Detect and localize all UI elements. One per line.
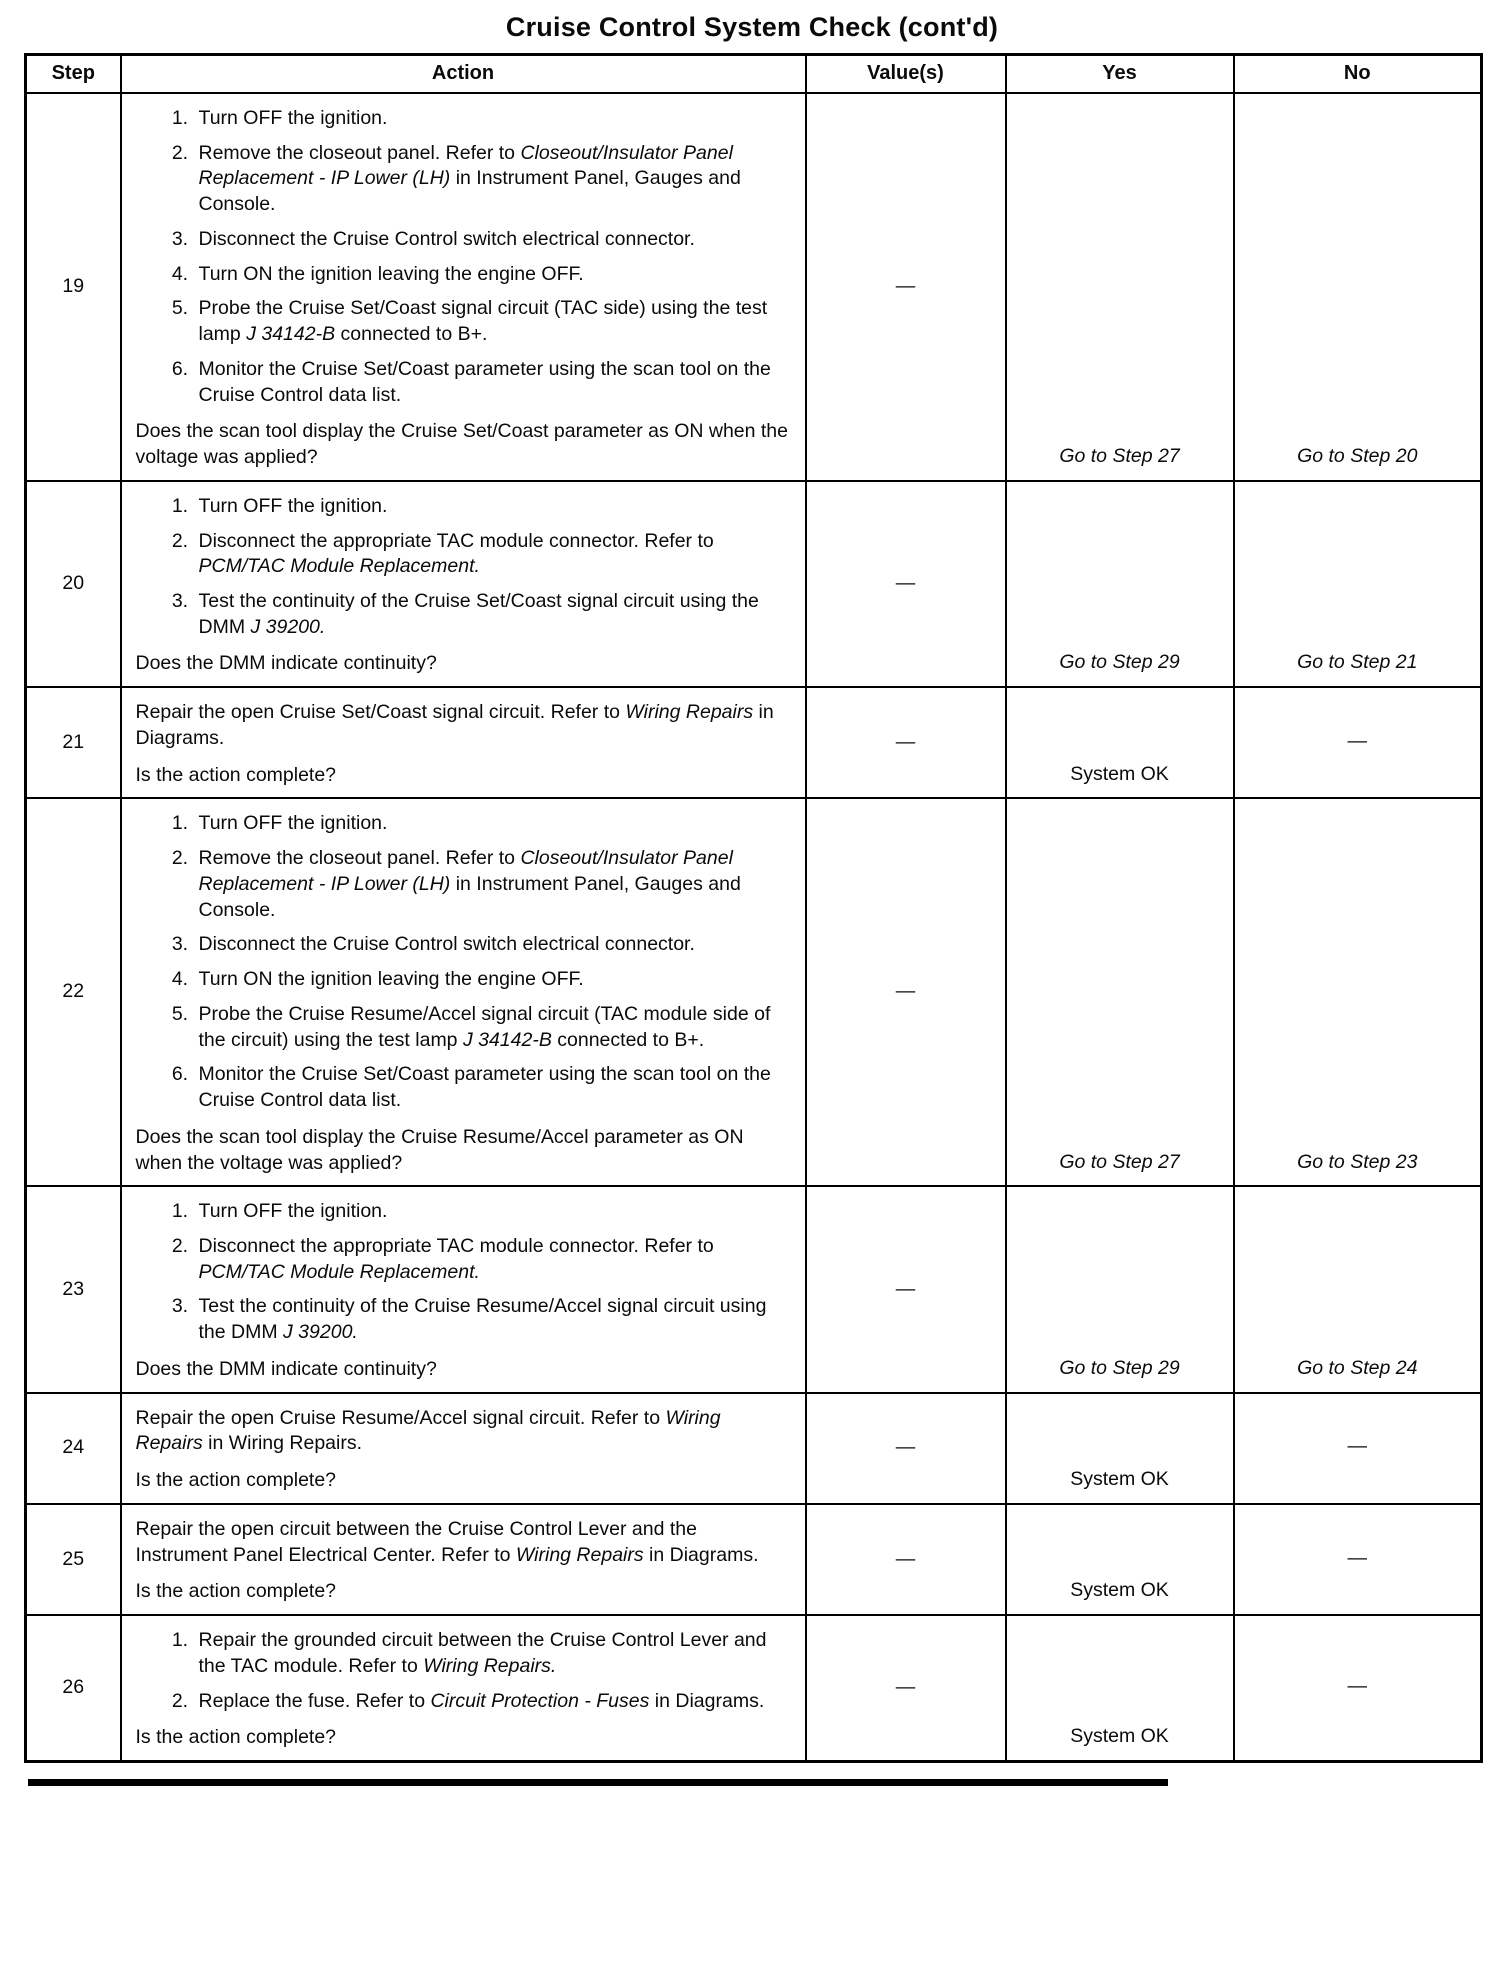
action-text-segment: Disconnect the Cruise Control switch electrical connector.	[198, 227, 695, 250]
action-cell	[121, 1186, 806, 1392]
action-item	[194, 1002, 791, 1053]
value-cell: —	[806, 481, 1006, 687]
no-cell: —	[1234, 1615, 1482, 1761]
action-text-segment: in Instrument Panel, Gauges and Console.	[198, 167, 741, 216]
action-text-segment: Turn OFF the ignition.	[198, 494, 388, 517]
action-item	[194, 932, 791, 958]
action-text-segment: Monitor the Cruise Set/Coast parameter using the scan tool on the Cruise Control data list.	[198, 1063, 771, 1112]
value-cell: —	[806, 687, 1006, 798]
action-text-segment: Repair the open Cruise Resume/Accel signal circuit. Refer to	[135, 1406, 666, 1429]
table-body	[26, 93, 1482, 1761]
action-item	[194, 1062, 791, 1113]
step-cell: 22	[26, 798, 121, 1186]
action-text-segment: Turn OFF the ignition.	[198, 107, 388, 129]
yes-cell: System OK	[1006, 1393, 1234, 1504]
action-item	[194, 262, 791, 288]
action-item	[194, 106, 791, 132]
action-text-segment: Probe the Cruise Set/Coast signal circuit (TAC side) using the test lamp	[198, 297, 768, 346]
action-text-segment: connected to B+.	[335, 323, 488, 346]
reference-text: Wiring Repairs	[135, 1406, 721, 1455]
step-cell: 24	[26, 1393, 121, 1504]
action-text-segment: Repair the grounded circuit between the Cruise Control Lever and the TAC module. Refer to	[198, 1629, 767, 1677]
page-title: Cruise Control System Check (cont'd)	[505, 12, 999, 42]
value-cell: —	[806, 93, 1006, 481]
yes-cell: System OK	[1006, 1615, 1234, 1761]
action-list	[136, 1628, 791, 1714]
diagnostic-table	[24, 53, 1483, 1763]
header-yes: Yes	[1006, 55, 1234, 94]
action-text-segment: Disconnect the appropriate TAC module connector. Refer to	[198, 1234, 714, 1257]
reference-text: Closeout/Insulator Panel Replacement - IP Lower (LH)	[198, 847, 733, 895]
no-cell: —	[1234, 687, 1482, 798]
action-item	[194, 529, 791, 580]
no-cell: Go to Step 21	[1234, 481, 1482, 687]
question-text: Is the action complete?	[135, 1580, 337, 1603]
action-cell	[121, 798, 806, 1186]
header-values: Value(s)	[806, 55, 1006, 94]
table-row	[26, 687, 1482, 798]
action-item	[194, 357, 791, 408]
action-text-segment: Remove the closeout panel. Refer to	[198, 141, 521, 164]
action-item	[194, 1628, 791, 1679]
action-text-segment: Test the continuity of the Cruise Resume/Accel signal circuit using the DMM	[198, 1295, 767, 1344]
action-item	[194, 1294, 791, 1345]
step-cell: 20	[26, 481, 121, 687]
table-header	[26, 55, 1482, 94]
reference-text: PCM/TAC Module Replacement.	[198, 1260, 480, 1283]
table-row	[26, 1504, 1482, 1615]
question-text: Does the scan tool display the Cruise Set/Coast parameter as ON when the voltage was applied?	[135, 420, 788, 469]
value-cell: —	[806, 1504, 1006, 1615]
yes-cell: System OK	[1006, 1504, 1234, 1615]
step-cell: 25	[26, 1504, 121, 1615]
no-cell: Go to Step 20	[1234, 93, 1482, 481]
action-list	[136, 494, 791, 641]
action-text-segment: Remove the closeout panel. Refer to	[198, 847, 521, 870]
action-cell	[121, 687, 806, 798]
table-row	[26, 1393, 1482, 1504]
action-cell	[121, 1393, 806, 1504]
reference-text: Circuit Protection - Fuses	[430, 1689, 650, 1712]
action-item	[194, 846, 791, 923]
step-cell: 21	[26, 687, 121, 798]
reference-text: Wiring Repairs	[625, 701, 754, 724]
action-text-segment: in Diagrams.	[135, 701, 774, 749]
reference-text: PCM/TAC Module Replacement.	[198, 555, 480, 578]
reference-text: Closeout/Insulator Panel Replacement - IP Lower (LH)	[198, 141, 733, 190]
action-item	[194, 811, 791, 837]
action-text-segment: in Instrument Panel, Gauges and Console.	[198, 872, 741, 921]
value-cell: —	[806, 1393, 1006, 1504]
action-text-segment: Probe the Cruise Resume/Accel signal circuit (TAC module side of the circuit) using the test lamp	[198, 1002, 771, 1051]
question-text: Is the action complete?	[135, 1469, 337, 1492]
header-no: No	[1234, 55, 1482, 94]
question-text: Is the action complete?	[135, 1726, 337, 1749]
action-cell	[121, 93, 806, 481]
value-cell: —	[806, 798, 1006, 1186]
yes-cell: Go to Step 27	[1006, 798, 1234, 1186]
step-cell: 23	[26, 1186, 121, 1392]
reference-text: J 39200.	[250, 615, 326, 638]
yes-cell: Go to Step 29	[1006, 481, 1234, 687]
action-item	[194, 967, 791, 993]
no-cell: —	[1234, 1393, 1482, 1504]
action-item	[194, 227, 791, 253]
table-row	[26, 481, 1482, 687]
question-text: Does the DMM indicate continuity?	[135, 652, 437, 675]
action-text-segment: Replace the fuse. Refer to	[198, 1689, 431, 1712]
action-text-segment: Disconnect the appropriate TAC module connector. Refer to	[198, 529, 714, 552]
action-item	[194, 1234, 791, 1285]
question-text: Does the scan tool display the Cruise Resume/Accel parameter as ON when the voltage was applied?	[135, 1125, 744, 1174]
value-cell: —	[806, 1615, 1006, 1761]
action-text-segment: Turn OFF the ignition.	[198, 812, 388, 835]
action-text-segment: in Diagrams.	[643, 1543, 759, 1566]
header-step: Step	[26, 55, 121, 94]
action-list	[136, 811, 791, 1113]
reference-text: J 39200.	[283, 1321, 358, 1344]
action-text	[136, 700, 791, 751]
step-cell: 19	[26, 93, 121, 481]
header-action: Action	[121, 55, 806, 94]
action-list	[136, 1199, 791, 1346]
yes-cell: System OK	[1006, 687, 1234, 798]
reference-text: J 34142-B	[246, 323, 336, 346]
reference-text: J 34142-B	[462, 1028, 552, 1051]
action-list	[136, 106, 791, 408]
action-text-segment: in Diagrams.	[649, 1689, 765, 1712]
action-text-segment: Turn ON the ignition leaving the engine OFF.	[198, 262, 584, 285]
action-cell	[121, 481, 806, 687]
action-cell	[121, 1615, 806, 1761]
table-row	[26, 1186, 1482, 1392]
no-cell: —	[1234, 1504, 1482, 1615]
action-text-segment: connected to B+.	[551, 1028, 705, 1051]
question-text: Does the DMM indicate continuity?	[135, 1357, 437, 1380]
no-cell: Go to Step 24	[1234, 1186, 1482, 1392]
value-cell: —	[806, 1186, 1006, 1392]
action-text-segment: Repair the open Cruise Set/Coast signal circuit. Refer to	[135, 701, 626, 724]
table-row	[26, 798, 1482, 1186]
action-text-segment: Disconnect the Cruise Control switch electrical connector.	[198, 933, 695, 956]
yes-cell: Go to Step 27	[1006, 93, 1234, 481]
action-text-segment: Repair the open circuit between the Cruise Control Lever and the Instrument Panel Electrical Center. Refer to	[135, 1517, 697, 1566]
action-item	[194, 494, 791, 520]
table-row	[26, 93, 1482, 481]
question-text: Is the action complete?	[135, 763, 337, 786]
action-text	[136, 1517, 791, 1568]
step-cell: 26	[26, 1615, 121, 1761]
action-item	[194, 1689, 791, 1715]
action-text	[136, 1406, 791, 1457]
scan-artifact-line	[28, 1779, 1168, 1786]
action-text-segment: in Wiring Repairs.	[202, 1432, 362, 1455]
action-item	[194, 296, 791, 347]
action-text-segment: Turn ON the ignition leaving the engine OFF.	[198, 968, 584, 991]
reference-text: Wiring Repairs	[515, 1543, 644, 1566]
table-row	[26, 1615, 1482, 1761]
yes-cell: Go to Step 29	[1006, 1186, 1234, 1392]
action-item	[194, 589, 791, 640]
reference-text: Wiring Repairs.	[423, 1654, 557, 1677]
header-row	[26, 55, 1482, 94]
no-cell: Go to Step 23	[1234, 798, 1482, 1186]
action-cell	[121, 1504, 806, 1615]
action-text-segment: Turn OFF the ignition.	[198, 1200, 388, 1223]
action-text-segment: Test the continuity of the Cruise Set/Coast signal circuit using the DMM	[198, 590, 759, 638]
action-item	[194, 141, 791, 218]
action-text-segment: Monitor the Cruise Set/Coast parameter using the scan tool on the Cruise Control data list.	[198, 357, 771, 406]
action-item	[194, 1199, 791, 1225]
